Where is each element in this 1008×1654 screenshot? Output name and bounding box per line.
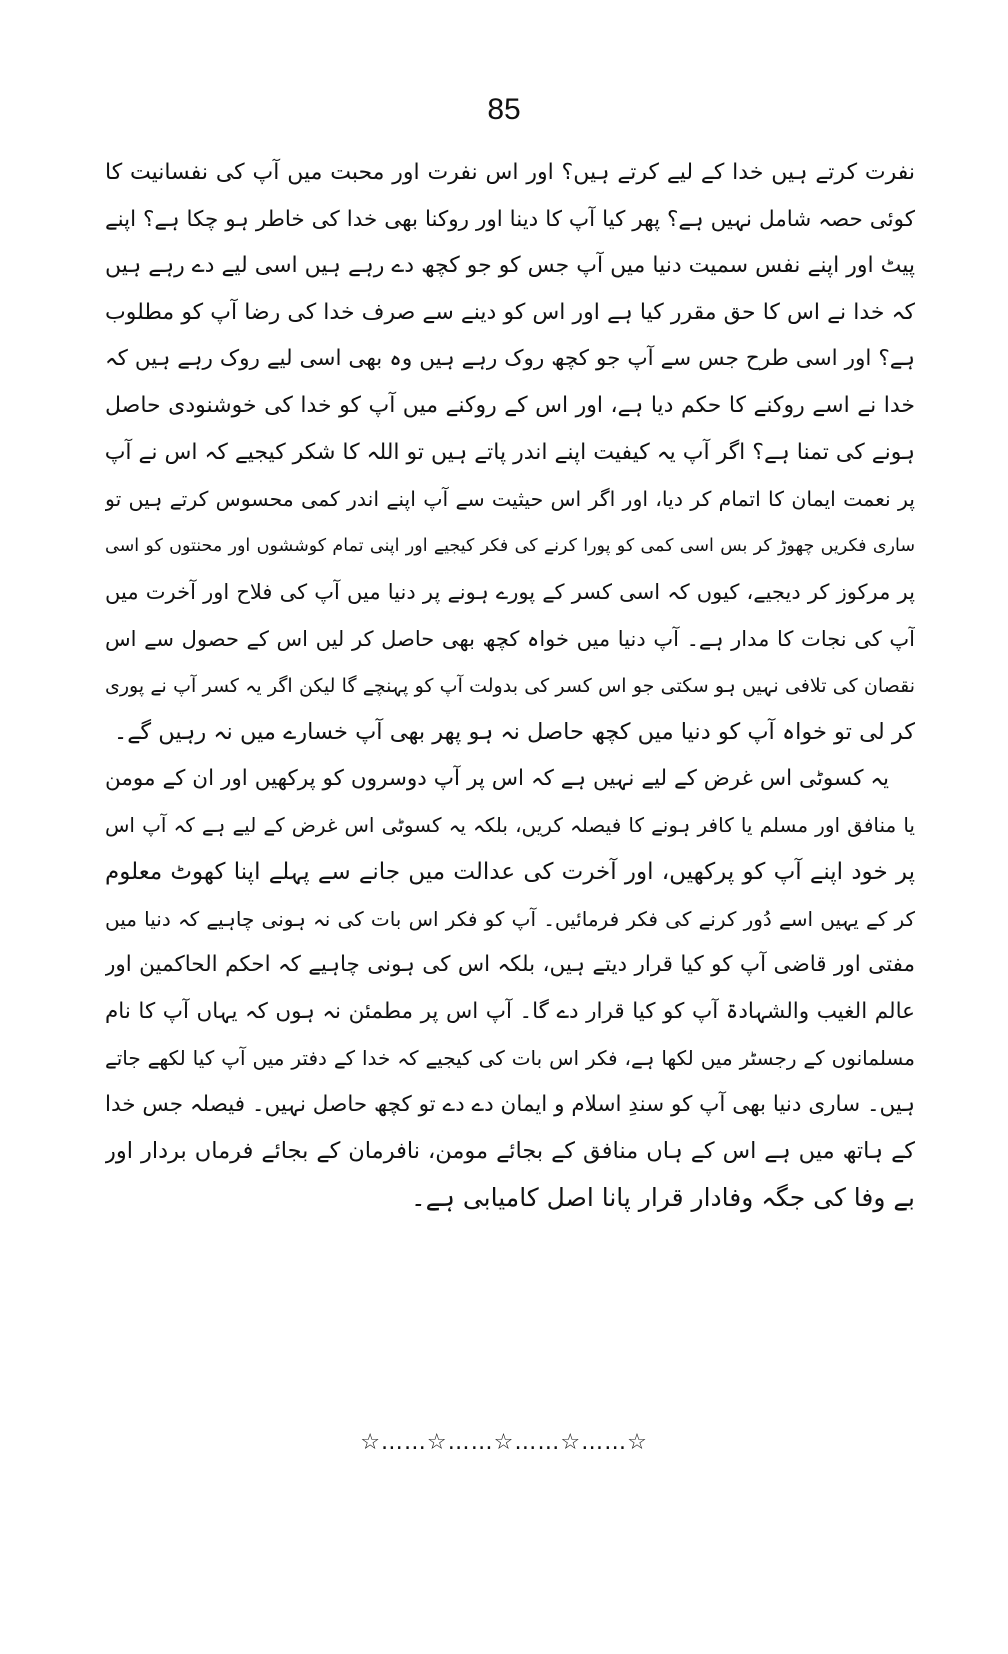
body-text	[105, 150, 915, 1222]
text-line: پر مرکوز کر دیجیے، کیوں کہ اسی کسر کے پورے ہونے پر دنیا میں آپ کی فلاح اور آخرت میں	[105, 580, 915, 605]
text-line: یا منافق اور مسلم یا کافر ہونے کا فیصلہ کریں، بلکہ یہ کسوٹی اس غرض کے لیے ہے کہ آپ اس	[105, 813, 915, 838]
text-line: کوئی حصہ شامل نہیں ہے؟ پھر کیا آپ کا دینا اور روکنا بھی خدا کی خاطر ہو چکا ہے؟ اپنے	[105, 206, 915, 232]
text-line: مفتی اور قاضی آپ کو کیا قرار دیتے ہیں، بلکہ اس کی ہونی چاہیے کہ احکم الحاکمین اور	[105, 952, 915, 978]
text-line: بے وفا کی جگہ وفادار قرار پانا اصل کامیابی ہے۔	[410, 1183, 915, 1213]
text-line: عالم الغیب والشہادۃ آپ کو کیا قرار دے گا۔ آپ اس پر مطمئن نہ ہوں کہ یہاں آپ کا نام	[105, 998, 915, 1024]
text-line: ہونے کی تمنا ہے؟ اگر آپ یہ کیفیت اپنے اندر پاتے ہیں تو اللہ کا شکر کیجیے کہ اس نے آپ	[105, 439, 915, 465]
text-line: کہ خدا نے اس کا حق مقرر کیا ہے اور اس کو دینے سے صرف خدا کی رضا آپ کو مطلوب	[105, 299, 915, 325]
section-end-ornament: ☆……☆……☆……☆……☆	[360, 1430, 648, 1455]
text-line: ساری فکریں چھوڑ کر بس اسی کمی کو پورا کرنے کی فکر کیجیے اور اپنی تمام کوششوں اور محنتوں کو اسی	[105, 535, 915, 556]
text-line: پر خود اپنے آپ کو پرکھیں، اور آخرت کی عدالت میں جانے سے پہلے اپنا کھوٹ معلوم	[105, 858, 915, 885]
page-number: 85	[487, 93, 521, 126]
text-line: کے ہاتھ میں ہے اس کے ہاں منافق کے بجائے مومن، نافرمان کے بجائے فرماں بردار اور	[105, 1138, 915, 1165]
text-line: ہیں۔ ساری دنیا بھی آپ کو سندِ اسلام و ایمان دے دے تو کچھ حاصل نہیں۔ فیصلہ جس خدا	[105, 1091, 915, 1117]
paragraph-1	[105, 150, 915, 756]
text-line: پیٹ اور اپنے نفس سمیت دنیا میں آپ جس کو جو کچھ دے رہے ہیں اسی لیے دے رہے ہیں	[105, 253, 915, 279]
text-line: یہ کسوٹی اس غرض کے لیے نہیں ہے کہ اس پر آپ دوسروں کو پرکھیں اور ان کے مومن	[105, 765, 889, 791]
paragraph-2	[105, 756, 915, 1222]
text-line: کر لی تو خواہ آپ کو دنیا میں کچھ حاصل نہ ہو پھر بھی آپ خسارے میں نہ رہیں گے۔	[114, 719, 915, 746]
text-line: نقصان کی تلافی نہیں ہو سکتی جو اس کسر کی بدولت آپ کو پہنچے گا لیکن اگر یہ کسر آپ نے پوری	[105, 674, 915, 697]
text-line: ہے؟ اور اسی طرح جس سے آپ جو کچھ روک رہے ہیں وہ بھی اسی لیے روک رہے ہیں کہ	[105, 346, 915, 372]
text-line: مسلمانوں کے رجسٹر میں لکھا ہے، فکر اس بات کی کیجیے کہ خدا کے دفتر میں آپ کیا لکھے جاتے	[105, 1046, 915, 1071]
text-line: خدا نے اسے روکنے کا حکم دیا ہے، اور اس کے روکنے میں آپ کو خدا کی خوشنودی حاصل	[105, 392, 915, 418]
text-line: کر کے یہیں اسے دُور کرنے کی فکر فرمائیں۔ آپ کو فکر اس بات کی نہ ہونی چاہیے کہ دنیا میں	[105, 906, 915, 931]
text-line: پر نعمت ایمان کا اتمام کر دیا، اور اگر اس حیثیت سے آپ اپنے اندر کمی محسوس کرتے ہیں تو	[105, 487, 915, 512]
text-line: نفرت کرتے ہیں خدا کے لیے کرتے ہیں؟ اور اس نفرت اور محبت میں آپ کی نفسانیت کا	[105, 160, 915, 185]
text-line: آپ کی نجات کا مدار ہے۔ آپ دنیا میں خواہ کچھ بھی حاصل کر لیں اس کے حصول سے اس	[105, 626, 915, 651]
